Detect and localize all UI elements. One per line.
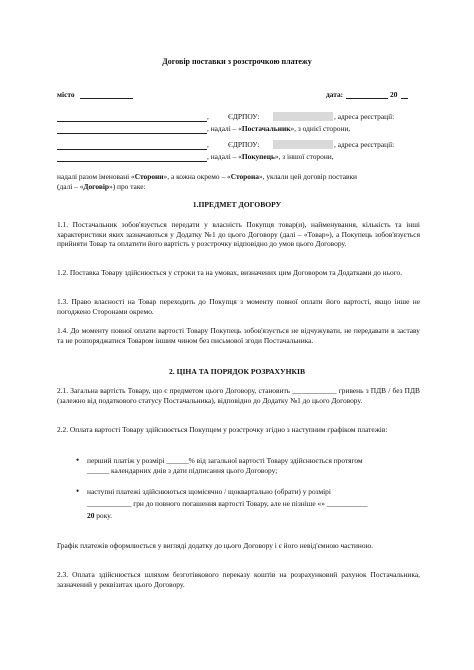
clause-1-4: 1.4. До моменту повної оплати вартості Товару Покупець зобов'язується не відчужувати, не передавати в заставу та не розпоряджатися Товаром іншим чином без письмової згоди Постачальника. <box>57 326 420 345</box>
preamble-line1: надалі разом іменовані «Сторони», а кожна окремо – «Сторона», уклали цей договір поставки <box>57 172 358 181</box>
city-label: місто <box>57 90 75 99</box>
party2-role-text: , надалі – «Покупець», з іншої сторони, <box>207 152 334 161</box>
clause-2-1: 2.1. Загальна вартість Товару, що є предметом цього Договору, становить ____________ гривень з ПДВ / без ПДВ (залежно від податкового статусу Постачальника), відповідно до Додатку №1 до цього Договору. <box>57 386 420 405</box>
document-title: Договір поставки з розстрочкою платежу <box>162 57 312 66</box>
city-blank[interactable] <box>80 98 133 99</box>
bullet-icon: • <box>76 486 80 496</box>
clause-1-2: 1.2. Поставка Товару здійснюється у строки та на умовах, визначених цим Договором та Додатками до нього. <box>57 268 403 277</box>
clause-1-3: 1.3. Право власності на Товар переходить до Покупця з моменту повної оплати його вартості, якщо інше не погоджено Сторонами окремо. <box>57 297 420 316</box>
party2-address-blank[interactable] <box>57 161 207 162</box>
clause-2-3: 2.3. Оплата здійснюється шляхом безготівкового переказу коштів на розрахунковий рахунок Постачальника, зазначений у реквізитах цього Договору. <box>57 570 420 589</box>
clause-2-2: 2.2. Оплата вартості Товару здійснюється Покупцем у розстрочку згідно з наступним графіком платежів: <box>57 425 388 434</box>
payment-next-line2: ____________ грн до повного погашення вартості Товару, але не пізніше «» ___________ <box>87 499 368 508</box>
payment-first-line1: перший платіж у розмірі ______% від загальної вартості Товару здійснюється протягом <box>87 456 363 465</box>
party2-name-blank[interactable] <box>57 149 207 150</box>
party1-address-label: , адреса реєстрації: <box>334 112 395 121</box>
party2-role-name: Покупець <box>241 152 275 161</box>
party2-edrpou-field[interactable] <box>273 140 333 149</box>
date-label: дата: <box>326 90 344 99</box>
party1-edrpou-label: ЄДРПОУ: <box>228 112 260 121</box>
party1-address-blank[interactable] <box>57 133 207 134</box>
section2-heading: 2. ЦІНА ТА ПОРЯДОК РОЗРАХУНКІВ <box>168 367 306 376</box>
payment-next-line1: наступні платежі здійснюються щомісячно / щоквартально (обрати) у розмірі <box>87 487 331 496</box>
party1-role-text: , надалі – «Постачальник», з однієї сторони, <box>207 124 351 133</box>
payment-first-line2: ______ календарних днів з дати підписання цього Договору; <box>87 466 278 475</box>
document-page: Договір поставки з розстрочкою платежу місто дата: 20 , ЄДРПОУ: , адреса реєстрації: , надалі – «Постачальник», з однієї сторони, , ЄДРПОУ: , адреса реєстрації: , надалі – «Покупець», з іншої сторони, надалі разом іменовані «Сторони», а кожна окремо – «Сторона», уклали цей договір поставки (далі – «Договір») про таке: 1.ПРЕДМЕТ ДОГОВОРУ 1.1. Постачальник зобов'язується передати у власність Покупця товар(и), найменування, кількість та інші характеристики яких зазначаються у Додатку №1 до цього Договору (далі – «Товар»), а Покупець зобов'язується прийняти Товар та оплатити його вартість у розстрочку відповідно до умов цього Договору. 1.2. Поставка Товару здійснюється у строки та на умовах, визначених цим Договором та Додатками до нього. 1.3. Право власності на Товар переходить до Покупця з моменту повної оплати його вартості, якщо інше не погоджено Сторонами окремо. 1.4. До моменту повної оплати вартості Товару Покупець зобов'язується не відчужувати, не передавати в заставу та не розпоряджатися Товаром іншим чином без письмової згоди Постачальника. 2. ЦІНА ТА ПОРЯДОК РОЗРАХУНКІВ 2.1. Загальна вартість Товару, що є предметом цього Договору, становить ____________ гривень з ПДВ / без ПДВ (залежно від податкового статусу Постачальника), відповідно до Додатку №1 до цього Договору. 2.2. Оплата вартості Товару здійснюється Покупцем у розстрочку згідно з наступним графіком платежів: • перший платіж у розмірі ______% від загальної вартості Товару здійснюється протягом ______ календарних днів з дати підписання цього Договору; • наступні платежі здійснюються щомісячно / щоквартально (обрати) у розмірі ____________ грн до повного погашення вартості Товару, але не пізніше «» ___________ 20 року. Графік платежів оформлюється у вигляді додатку до цього Договору і є його невід'ємною частиною. 2.3. Оплата здійснюється шляхом безготівкового переказу коштів на розрахунковий рахунок Постачальника, зазначений у реквізитах цього Договору. <box>0 0 474 670</box>
party2-edrpou-label: ЄДРПОУ: <box>228 140 260 149</box>
clause-1-1: 1.1. Постачальник зобов'язується передати у власність Покупця товар(и), найменування, кількість та інші характеристики яких зазначаються у Додатку №1 до цього Договору (далі – «Товар»), а Покупець зобов'язується прийняти Товар та оплатити його вартість у розстрочку відповідно до умов цього Договору. <box>57 220 420 249</box>
date-year-prefix: 20 <box>390 90 398 99</box>
bullet-icon: • <box>76 455 80 465</box>
payment-next-line3: 20 року. <box>87 511 112 520</box>
party2-address-label: , адреса реєстрації: <box>334 140 395 149</box>
party1-edrpou-field[interactable] <box>273 112 333 121</box>
date-blank[interactable] <box>346 98 388 99</box>
payment-schedule-note: Графік платежів оформлюється у вигляді додатку до цього Договору і є його невід'ємною частиною. <box>57 541 373 550</box>
party1-role-name: Постачальник <box>241 124 291 133</box>
party1-name-blank[interactable] <box>57 121 207 122</box>
date-year-blank[interactable] <box>401 98 408 99</box>
preamble-line2: (далі – «Договір») про таке: <box>57 182 146 191</box>
section1-heading: 1.ПРЕДМЕТ ДОГОВОРУ <box>192 200 282 209</box>
